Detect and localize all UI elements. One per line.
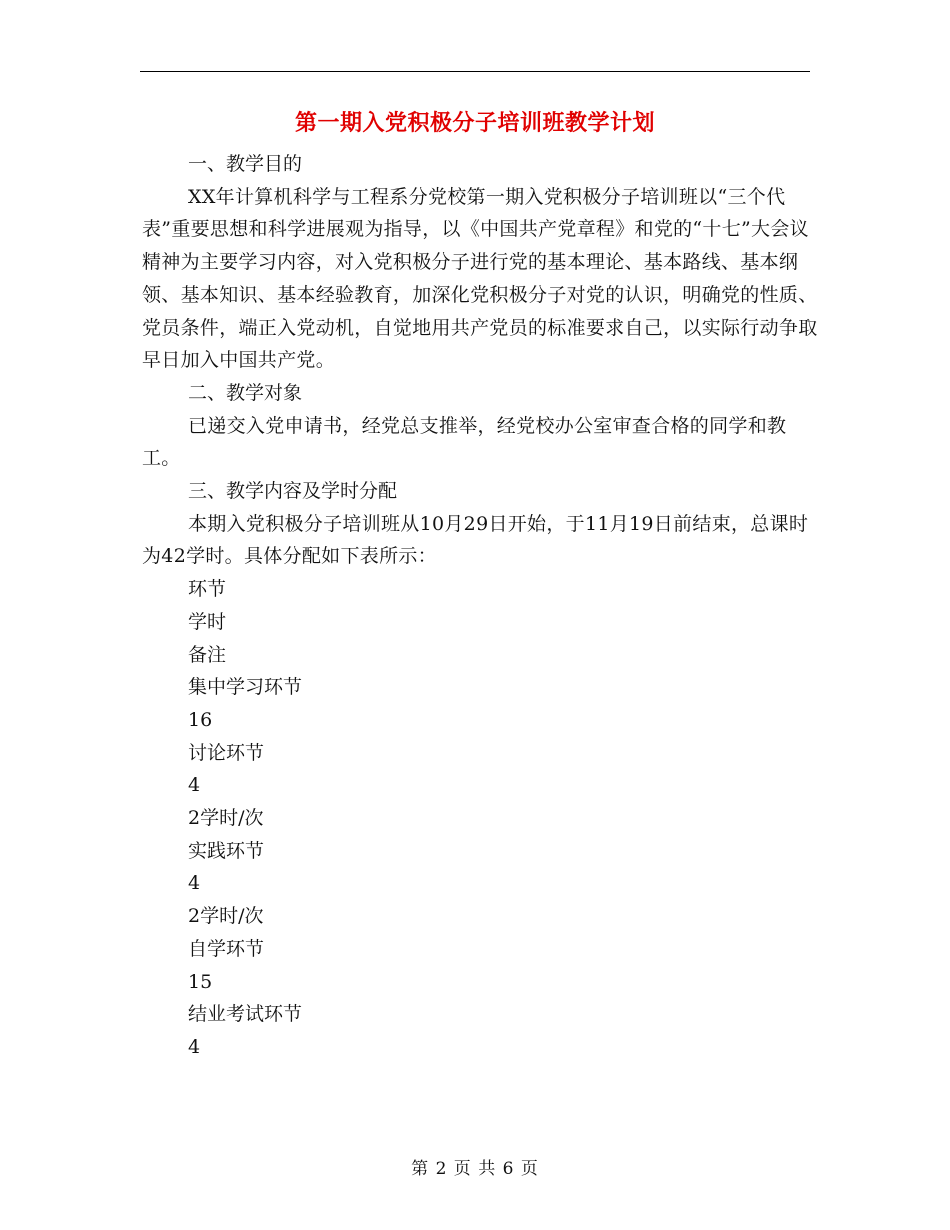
table-cell: 2学时/次 <box>188 905 264 928</box>
section-body-purpose: XX年计算机科学与工程系分党校第一期入党积极分子培训班以“三个代表”重要思想和科学进展观为指导，以《中国共产党章程》和党的“十七”大会议精神为主要学习内容，对入党积极分子进行党的基本理论、基本路线、基本纲领、基本知识、基本经验教育，加深化党积极分子对党的认识，明确党的性质、党员条件，端正入党动机，自觉地用共产党员的标准要求自己，以实际行动争取早日加入中国共产党。 <box>142 185 818 372</box>
section-heading-purpose: 一、教学目的 <box>188 153 303 175</box>
table-cell: 4 <box>188 872 201 895</box>
table-cell: 自学环节 <box>188 937 265 960</box>
table-cell: 4 <box>188 774 201 797</box>
table-cell: 结业考试环节 <box>188 1003 303 1026</box>
table-cell: 4 <box>188 1035 201 1058</box>
document-title: 第一期入党积极分子培训班教学计划 <box>294 110 655 136</box>
page-number-footer: 第 2 页 共 6 页 <box>411 1159 539 1179</box>
table-cell: 学时 <box>188 610 227 633</box>
schedule-table-list <box>142 573 818 1064</box>
header-rule <box>140 71 810 72</box>
document-body <box>142 148 818 1064</box>
table-cell: 集中学习环节 <box>188 676 303 699</box>
table-cell: 备注 <box>188 643 227 666</box>
table-cell: 讨论环节 <box>188 741 265 764</box>
section-heading-audience: 二、教学对象 <box>188 381 303 404</box>
section-body-schedule: 本期入党积极分子培训班从10月29日开始，于11月19日前结束，总课时为42学时。具体分配如下表所示： <box>142 512 809 568</box>
table-cell: 16 <box>188 708 213 731</box>
section-heading-schedule: 三、教学内容及学时分配 <box>188 480 398 503</box>
table-cell: 环节 <box>188 578 227 601</box>
table-cell: 15 <box>188 970 213 993</box>
section-body-audience: 已递交入党申请书，经党总支推举，经党校办公室审查合格的同学和教工。 <box>142 414 787 470</box>
table-cell: 2学时/次 <box>188 807 264 830</box>
table-cell: 实践环节 <box>188 839 265 862</box>
